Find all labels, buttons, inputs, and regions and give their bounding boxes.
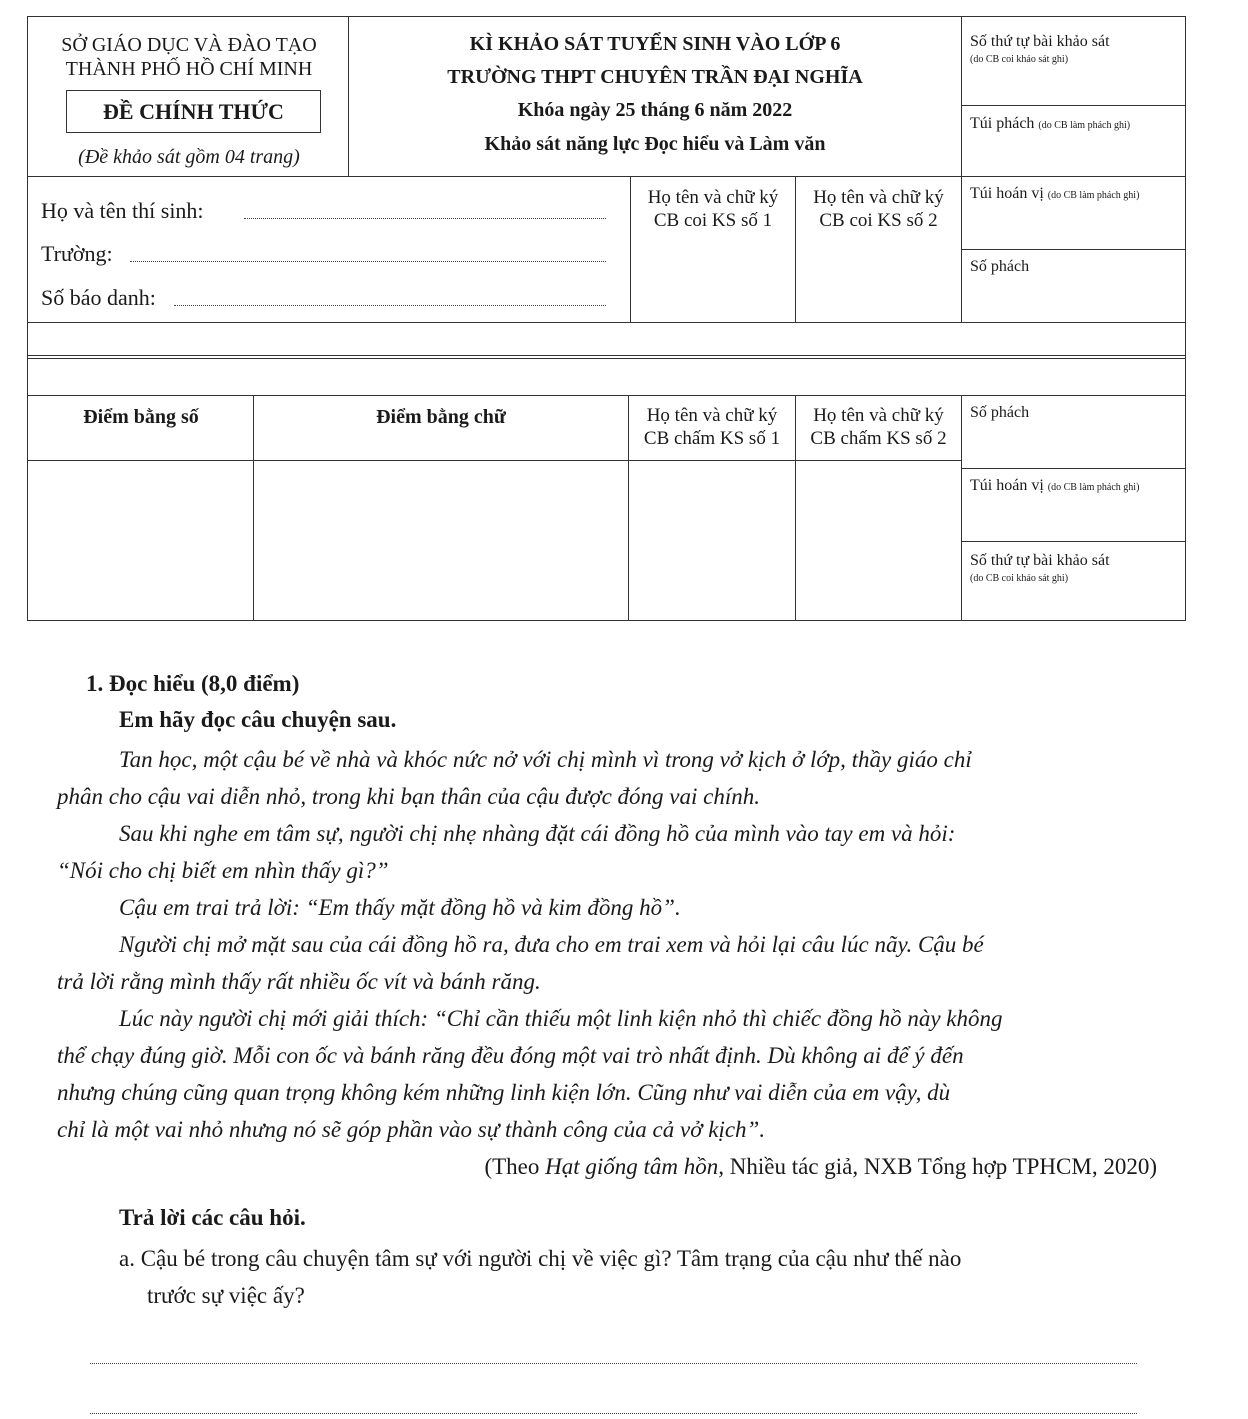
story-paragraph-4 — [57, 926, 1157, 1000]
section-instruction: Em hãy đọc câu chuyện sau. — [119, 707, 397, 732]
candidate-name-field[interactable] — [244, 218, 606, 219]
secret-bag-box — [970, 115, 1184, 133]
department-line-2: THÀNH PHỐ HỒ CHÍ MINH — [65, 58, 313, 80]
candidate-id-label: Số báo danh: — [41, 285, 156, 310]
permutation-bag-label: Túi hoán vị — [970, 185, 1044, 202]
secret-bag-note: (do CB làm phách ghi) — [1038, 120, 1131, 131]
survey-number-box — [970, 33, 1180, 69]
grader-2-line-2: CB chấm KS số 2 — [810, 428, 947, 449]
grading-permutation-bag-box — [970, 477, 1184, 495]
candidate-school-field[interactable] — [130, 261, 606, 262]
score-number-label: Điểm bằng số — [83, 406, 199, 428]
story-line: trả lời rằng mình thấy rất nhiều ốc vít và bánh răng. — [57, 969, 541, 994]
proctor-1-line-1: Họ tên và chữ ký — [647, 187, 779, 208]
grading-secret-number-label: Số phách — [970, 404, 1030, 421]
story-line: phân cho cậu vai diễn nhỏ, trong khi bạn thân của cậu được đóng vai chính. — [57, 784, 760, 809]
question-a-line-2: trước sự việc ấy? — [147, 1283, 305, 1308]
proctor-2-signature — [797, 186, 960, 232]
story-line: Cậu em trai trả lời: “Em thấy mặt đồng hồ và kim đồng hồ”. — [119, 895, 681, 920]
story-source — [57, 1154, 1157, 1180]
grading-permutation-bag-note: (do CB làm phách ghi) — [1047, 482, 1140, 493]
grader-2-line-1: Họ tên và chữ ký — [813, 405, 944, 426]
proctor-1-line-2: CB coi KS số 1 — [653, 210, 773, 231]
grading-survey-number-note: (do CB coi khảo sát ghi) — [970, 573, 1069, 584]
answer-line[interactable] — [90, 1363, 1137, 1364]
grader-1-line-1: Họ tên và chữ ký — [646, 405, 778, 426]
score-words-label: Điểm bằng chữ — [376, 406, 506, 428]
pages-note: (Đề khảo sát gồm 04 trang) — [78, 146, 300, 168]
candidate-school-label: Trường: — [41, 241, 113, 266]
permutation-bag-box — [970, 185, 1184, 203]
proctor-2-line-2: CB coi KS số 2 — [819, 210, 938, 231]
permutation-bag-note: (do CB làm phách ghi) — [1047, 190, 1140, 201]
grading-survey-number-label: Số thứ tự bài khảo sát — [970, 552, 1110, 569]
grading-permutation-bag-label: Túi hoán vị — [970, 477, 1044, 494]
grader-1-signature — [630, 404, 794, 450]
official-label: ĐỀ CHÍNH THỨC — [103, 99, 284, 124]
official-stamp — [66, 90, 321, 133]
department-line-1: SỞ GIÁO DỤC VÀ ĐÀO TẠO — [61, 34, 317, 56]
proctor-1-signature — [632, 186, 794, 232]
proctor-2-line-1: Họ tên và chữ ký — [813, 187, 944, 208]
story-line: Tan học, một cậu bé về nhà và khóc nức nở với chị mình vì trong vở kịch ở lớp, thầy giáo chỉ — [119, 747, 972, 772]
story-paragraph-2 — [57, 815, 1157, 889]
survey-number-note: (do CB coi khảo sát ghi) — [970, 54, 1069, 65]
grader-1-line-2: CB chấm KS số 1 — [643, 428, 781, 449]
story-line: thể chạy đúng giờ. Mỗi con ốc và bánh răng đều đóng một vai trò nhất định. Dù không ai để ý đến — [57, 1043, 964, 1068]
grader-2-signature — [797, 404, 960, 450]
story-line: chỉ là một vai nhỏ nhưng nó sẽ góp phần vào sự thành công của cả vở kịch”. — [57, 1117, 766, 1142]
story-paragraph-3 — [57, 889, 1157, 926]
story-line: “Nói cho chị biết em nhìn thấy gì?” — [57, 858, 389, 883]
story-paragraph-5 — [57, 1000, 1157, 1148]
candidate-name-label: Họ và tên thí sinh: — [41, 198, 204, 223]
exam-title: KÌ KHẢO SÁT TUYỂN SINH VÀO LỚP 6 — [469, 33, 841, 55]
exam-date: Khóa ngày 25 tháng 6 năm 2022 — [517, 99, 793, 121]
school-name: TRƯỜNG THPT CHUYÊN TRẦN ĐẠI NGHĨA — [447, 66, 863, 88]
survey-number-label: Số thứ tự bài khảo sát — [970, 33, 1110, 50]
questions-heading: Trả lời các câu hỏi. — [119, 1205, 306, 1230]
section-heading: 1. Đọc hiểu (8,0 điểm) — [86, 671, 300, 696]
secret-number-label: Số phách — [970, 258, 1030, 275]
story-line: Lúc này người chị mới giải thích: “Chỉ cần thiếu một linh kiện nhỏ thì chiếc đồng hồ này không — [119, 1006, 1003, 1031]
source-suffix: Nhiều tác giả, NXB Tổng hợp TPHCM, 2020) — [724, 1154, 1157, 1179]
story-line: Người chị mở mặt sau của cái đồng hồ ra, đưa cho em trai xem và hỏi lại câu lúc nãy. Cậu bé — [119, 932, 984, 957]
source-prefix: (Theo — [484, 1154, 546, 1179]
answer-line[interactable] — [90, 1413, 1137, 1414]
department-name — [30, 33, 348, 81]
source-title: Hạt giống tâm hồn, — [545, 1154, 725, 1179]
secret-bag-label: Túi phách — [970, 115, 1035, 132]
story-line: Sau khi nghe em tâm sự, người chị nhẹ nhàng đặt cái đồng hồ của mình vào tay em và hỏi: — [119, 821, 956, 846]
question-a — [119, 1240, 1159, 1314]
story-line: nhưng chúng cũng quan trọng không kém những linh kiện lớn. Cũng như vai diễn của em vậy, dù — [57, 1080, 951, 1105]
story-paragraph-1 — [57, 741, 1157, 815]
exam-subject: Khảo sát năng lực Đọc hiểu và Làm văn — [484, 133, 826, 155]
question-a-line-1: a. Cậu bé trong câu chuyện tâm sự với người chị về việc gì? Tâm trạng của cậu như thế nào — [119, 1246, 962, 1271]
grading-survey-number-box — [970, 552, 1180, 588]
candidate-id-field[interactable] — [174, 305, 606, 306]
